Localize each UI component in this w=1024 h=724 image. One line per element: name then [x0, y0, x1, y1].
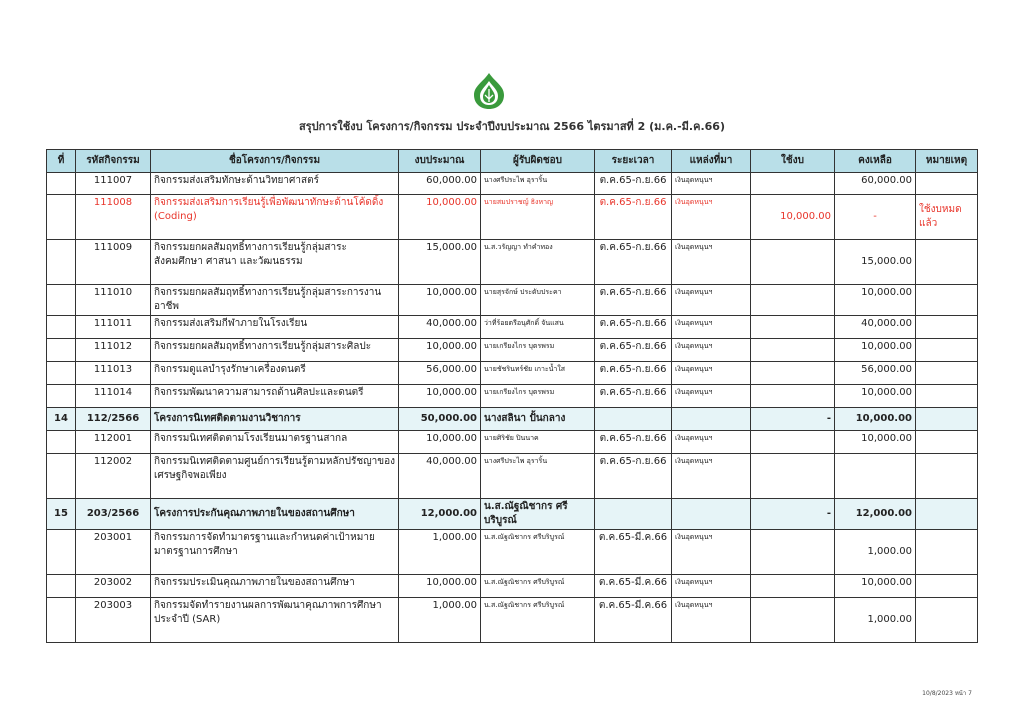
activity-row	[47, 362, 978, 385]
cell-name: กิจกรรมดูแลบำรุงรักษาเครื่องดนตรี	[151, 362, 399, 385]
cell-source: เงินอุดหนุนฯ	[672, 431, 751, 454]
cell-source: เงินอุดหนุนฯ	[672, 530, 751, 575]
header-name: ชื่อโครงการ/กิจกรรม	[151, 150, 399, 173]
cell-source	[672, 408, 751, 431]
cell-source: เงินอุดหนุนฯ	[672, 316, 751, 339]
cell-note: ใช้งบหมดแล้ว	[916, 195, 978, 240]
cell-code: 111008	[76, 195, 151, 240]
activity-row	[47, 385, 978, 408]
cell-name: กิจกรรมจัดทำรายงานผลการพัฒนาคุณภาพการศึกษาประจำปี (SAR)	[151, 598, 399, 643]
cell-owner: น.ส.ณัฐณิชากร ศรีบริบูรณ์	[481, 598, 595, 643]
header-owner: ผู้รับผิดชอบ	[481, 150, 595, 173]
cell-period: ต.ค.65-ก.ย.66	[595, 385, 672, 408]
cell-owner: นางศรีประไพ อุราริ้น	[481, 173, 595, 195]
cell-remaining: 40,000.00	[835, 316, 916, 339]
cell-no	[47, 530, 76, 575]
cell-owner: น.ส.ณัฐณิชากร ศรีบริบูรณ์	[481, 530, 595, 575]
cell-remaining: 10,000.00	[835, 385, 916, 408]
cell-period	[595, 499, 672, 530]
cell-owner: ว่าที่ร้อยตรีอนุศักดิ์ จันแสน	[481, 316, 595, 339]
header-no: ที่	[47, 150, 76, 173]
cell-code: 203/2566	[76, 499, 151, 530]
cell-budget: 10,000.00	[399, 285, 481, 316]
header-code: รหัสกิจกรรม	[76, 150, 151, 173]
header-source: แหล่งที่มา	[672, 150, 751, 173]
cell-remaining: -	[835, 195, 916, 240]
cell-owner: น.ส.วรัญญา ทำคำทอง	[481, 240, 595, 285]
cell-remaining: 1,000.00	[835, 598, 916, 643]
cell-used: -	[751, 499, 835, 530]
cell-no: 15	[47, 499, 76, 530]
cell-used	[751, 316, 835, 339]
cell-note	[916, 530, 978, 575]
header-period: ระยะเวลา	[595, 150, 672, 173]
cell-budget: 1,000.00	[399, 530, 481, 575]
activity-row	[47, 173, 978, 195]
cell-used	[751, 362, 835, 385]
cell-remaining: 10,000.00	[835, 575, 916, 598]
cell-budget: 56,000.00	[399, 362, 481, 385]
cell-name: โครงการประกันคุณภาพภายในของสถานศึกษา	[151, 499, 399, 530]
cell-owner: นายเกรียงไกร บุตรพรม	[481, 385, 595, 408]
cell-code: 111011	[76, 316, 151, 339]
cell-budget: 10,000.00	[399, 431, 481, 454]
activity-row	[47, 454, 978, 499]
cell-budget: 1,000.00	[399, 598, 481, 643]
cell-note	[916, 598, 978, 643]
activity-row	[47, 339, 978, 362]
cell-period: ต.ค.65-ก.ย.66	[595, 362, 672, 385]
cell-source: เงินอุดหนุนฯ	[672, 598, 751, 643]
cell-owner: นายสุรจักษ์ ประดับประคา	[481, 285, 595, 316]
cell-code: 111009	[76, 240, 151, 285]
cell-name: กิจกรรมส่งเสริมทักษะด้านวิทยาศาสตร์	[151, 173, 399, 195]
header-budget: งบประมาณ	[399, 150, 481, 173]
activity-row	[47, 431, 978, 454]
cell-no	[47, 575, 76, 598]
activity-row	[47, 316, 978, 339]
cell-owner: น.ส.ณัฐณิชากร ศรีบริบูรณ์	[481, 499, 595, 530]
cell-source: เงินอุดหนุนฯ	[672, 385, 751, 408]
cell-used	[751, 575, 835, 598]
cell-no	[47, 431, 76, 454]
cell-period	[595, 408, 672, 431]
cell-no	[47, 240, 76, 285]
cell-source: เงินอุดหนุนฯ	[672, 362, 751, 385]
cell-budget: 12,000.00	[399, 499, 481, 530]
cell-owner: นางสลินา ปั้นกลาง	[481, 408, 595, 431]
cell-source: เงินอุดหนุนฯ	[672, 195, 751, 240]
cell-budget: 40,000.00	[399, 316, 481, 339]
cell-note	[916, 385, 978, 408]
cell-no	[47, 454, 76, 499]
cell-source: เงินอุดหนุนฯ	[672, 285, 751, 316]
cell-code: 112/2566	[76, 408, 151, 431]
cell-owner: นายเกรียงไกร บุตรพรม	[481, 339, 595, 362]
cell-used	[751, 240, 835, 285]
activity-row	[47, 195, 978, 240]
cell-remaining: 60,000.00	[835, 173, 916, 195]
cell-owner: นายสมปราชญ์ ธิงหาญ	[481, 195, 595, 240]
cell-remaining: 15,000.00	[835, 240, 916, 285]
cell-remaining: 1,000.00	[835, 530, 916, 575]
cell-note	[916, 575, 978, 598]
cell-code: 112001	[76, 431, 151, 454]
cell-source: เงินอุดหนุนฯ	[672, 173, 751, 195]
cell-owner: นางศรีประไพ อุราริ้น	[481, 454, 595, 499]
activity-row	[47, 598, 978, 643]
cell-no	[47, 173, 76, 195]
cell-period: ต.ค.65-ก.ย.66	[595, 285, 672, 316]
cell-budget: 40,000.00	[399, 454, 481, 499]
header-note: หมายเหตุ	[916, 150, 978, 173]
activity-row	[47, 530, 978, 575]
page-title: สรุปการใช้งบ โครงการ/กิจกรรม ประจำปีงบประมาณ 2566 ไตรมาสที่ 2 (ม.ค.-มี.ค.66)	[299, 120, 725, 133]
cell-source	[672, 499, 751, 530]
cell-remaining: 10,000.00	[835, 285, 916, 316]
project-row	[47, 408, 978, 431]
cell-period: ต.ค.65-ก.ย.66	[595, 316, 672, 339]
cell-source: เงินอุดหนุนฯ	[672, 240, 751, 285]
cell-code: 111012	[76, 339, 151, 362]
cell-period: ต.ค.65-มี.ค.66	[595, 575, 672, 598]
cell-budget: 15,000.00	[399, 240, 481, 285]
school-logo	[471, 72, 507, 110]
cell-used	[751, 431, 835, 454]
cell-source: เงินอุดหนุนฯ	[672, 575, 751, 598]
cell-no: 14	[47, 408, 76, 431]
cell-code: 203001	[76, 530, 151, 575]
cell-period: ต.ค.65-ก.ย.66	[595, 195, 672, 240]
cell-budget: 10,000.00	[399, 385, 481, 408]
cell-name: กิจกรรมยกผลสัมฤทธิ์ทางการเรียนรู้กลุ่มสาระศิลปะ	[151, 339, 399, 362]
cell-period: ต.ค.65-ก.ย.66	[595, 173, 672, 195]
page-footer: 10/8/2023 หน้า 7	[922, 690, 972, 697]
cell-budget: 10,000.00	[399, 339, 481, 362]
cell-source: เงินอุดหนุนฯ	[672, 454, 751, 499]
cell-no	[47, 339, 76, 362]
cell-name: กิจกรรมยกผลสัมฤทธิ์ทางการเรียนรู้กลุ่มสาระสังคมศึกษา ศาสนา และวัฒนธรรม	[151, 240, 399, 285]
cell-no	[47, 362, 76, 385]
cell-note	[916, 173, 978, 195]
cell-period: ต.ค.65-ก.ย.66	[595, 454, 672, 499]
cell-period: ต.ค.65-ก.ย.66	[595, 240, 672, 285]
cell-code: 203002	[76, 575, 151, 598]
cell-code: 111010	[76, 285, 151, 316]
header-remaining: คงเหลือ	[835, 150, 916, 173]
header-used: ใช้งบ	[751, 150, 835, 173]
cell-name: กิจกรรมพัฒนาความสามารถด้านศิลปะและดนตรี	[151, 385, 399, 408]
cell-name: กิจกรรมส่งเสริมการเรียนรู้เพื่อพัฒนาทักษะด้านโค้ดดิ้ง (Coding)	[151, 195, 399, 240]
cell-no	[47, 385, 76, 408]
cell-name: กิจกรรมนิเทศติดตามศูนย์การเรียนรู้ตามหลักปรัชญาของเศรษฐกิจพอเพียง	[151, 454, 399, 499]
cell-used	[751, 173, 835, 195]
cell-note	[916, 285, 978, 316]
cell-remaining: 10,000.00	[835, 339, 916, 362]
cell-period: ต.ค.65-มี.ค.66	[595, 598, 672, 643]
cell-name: โครงการนิเทศติดตามงานวิชาการ	[151, 408, 399, 431]
cell-budget: 60,000.00	[399, 173, 481, 195]
budget-table	[46, 149, 978, 643]
cell-code: 111014	[76, 385, 151, 408]
cell-name: กิจกรรมนิเทศติดตามโรงเรียนมาตรฐานสากล	[151, 431, 399, 454]
cell-period: ต.ค.65-ก.ย.66	[595, 339, 672, 362]
cell-no	[47, 195, 76, 240]
cell-used	[751, 339, 835, 362]
cell-no	[47, 598, 76, 643]
cell-note	[916, 362, 978, 385]
activity-row	[47, 240, 978, 285]
cell-period: ต.ค.65-มี.ค.66	[595, 530, 672, 575]
cell-note	[916, 431, 978, 454]
table-header-row	[47, 150, 978, 173]
cell-used: -	[751, 408, 835, 431]
cell-no	[47, 285, 76, 316]
cell-owner: นายศิริชัย ปินนาค	[481, 431, 595, 454]
cell-name: กิจกรรมประเมินคุณภาพภายในของสถานศึกษา	[151, 575, 399, 598]
cell-owner: นายชัชรินทร์ชัย เกาะน้ำใส	[481, 362, 595, 385]
cell-no	[47, 316, 76, 339]
project-row	[47, 499, 978, 530]
cell-source: เงินอุดหนุนฯ	[672, 339, 751, 362]
cell-note	[916, 454, 978, 499]
cell-code: 111007	[76, 173, 151, 195]
activity-row	[47, 285, 978, 316]
cell-code: 112002	[76, 454, 151, 499]
cell-owner: น.ส.ณัฐณิชากร ศรีบริบูรณ์	[481, 575, 595, 598]
cell-name: กิจกรรมยกผลสัมฤทธิ์ทางการเรียนรู้กลุ่มสาระการงานอาชีพ	[151, 285, 399, 316]
cell-used	[751, 598, 835, 643]
cell-note	[916, 499, 978, 530]
cell-note	[916, 339, 978, 362]
cell-note	[916, 316, 978, 339]
cell-remaining: 10,000.00	[835, 431, 916, 454]
cell-remaining: 56,000.00	[835, 362, 916, 385]
cell-remaining	[835, 454, 916, 499]
cell-code: 111013	[76, 362, 151, 385]
cell-used	[751, 385, 835, 408]
cell-used: 10,000.00	[751, 195, 835, 240]
cell-remaining: 12,000.00	[835, 499, 916, 530]
cell-note	[916, 408, 978, 431]
cell-code: 203003	[76, 598, 151, 643]
cell-used	[751, 285, 835, 316]
cell-budget: 10,000.00	[399, 575, 481, 598]
cell-budget: 50,000.00	[399, 408, 481, 431]
cell-period: ต.ค.65-ก.ย.66	[595, 431, 672, 454]
activity-row	[47, 575, 978, 598]
cell-budget: 10,000.00	[399, 195, 481, 240]
cell-remaining: 10,000.00	[835, 408, 916, 431]
cell-name: กิจกรรมส่งเสริมกีฬาภายในโรงเรียน	[151, 316, 399, 339]
cell-note	[916, 240, 978, 285]
cell-used	[751, 454, 835, 499]
cell-used	[751, 530, 835, 575]
table-body	[47, 173, 978, 643]
cell-name: กิจกรรมการจัดทำมาตรฐานและกำหนดค่าเป้าหมายมาตรฐานการศึกษา	[151, 530, 399, 575]
